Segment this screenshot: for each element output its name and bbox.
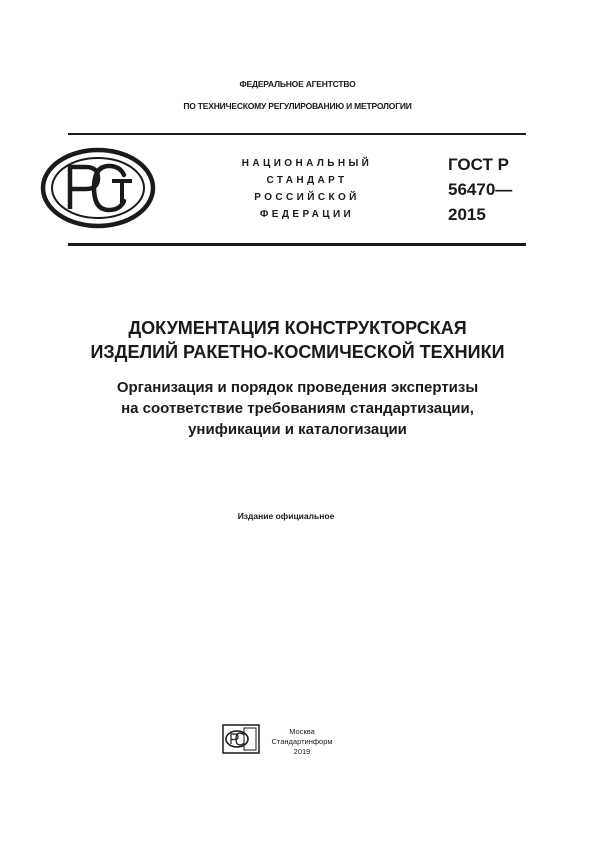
imprint-publisher: Стандартинформ bbox=[271, 737, 333, 746]
agency-name-line1: ФЕДЕРАЛЬНОЕ АГЕНТСТВО bbox=[239, 79, 356, 89]
standartinform-logo-icon bbox=[222, 724, 260, 754]
document-subtitle-line1: Организация и порядок проведения экспертизы bbox=[116, 379, 479, 396]
standard-type-line4: ФЕДЕРАЦИИ bbox=[259, 209, 355, 220]
document-subtitle-line2: на соответствие требованиям стандартизации, bbox=[121, 400, 474, 417]
document-title-line1: ДОКУМЕНТАЦИЯ КОНСТРУКТОРСКАЯ bbox=[128, 318, 467, 338]
imprint-year: 2019 bbox=[293, 747, 311, 756]
document-subtitle-line3: унификации и каталогизации bbox=[188, 421, 407, 438]
standard-type-line2: СТАНДАРТ bbox=[266, 175, 348, 186]
edition-note: Издание официальное bbox=[237, 511, 335, 521]
rst-certification-mark-icon bbox=[40, 147, 156, 229]
gost-designation-line3: 2015 bbox=[448, 205, 486, 224]
top-rule bbox=[68, 133, 526, 135]
imprint-city: Москва bbox=[289, 727, 315, 736]
standard-type-line1: НАЦИОНАЛЬНЫЙ bbox=[241, 158, 373, 169]
gost-designation-line2: 56470— bbox=[448, 180, 513, 199]
gost-designation-line1: ГОСТ Р bbox=[448, 155, 509, 174]
standard-type-line3: РОССИЙСКОЙ bbox=[254, 192, 360, 203]
agency-name-line2: ПО ТЕХНИЧЕСКОМУ РЕГУЛИРОВАНИЮ И МЕТРОЛОГИИ bbox=[183, 101, 412, 111]
document-title-line2: ИЗДЕЛИЙ РАКЕТНО-КОСМИЧЕСКОЙ ТЕХНИКИ bbox=[90, 342, 505, 362]
bottom-rule bbox=[68, 243, 526, 246]
